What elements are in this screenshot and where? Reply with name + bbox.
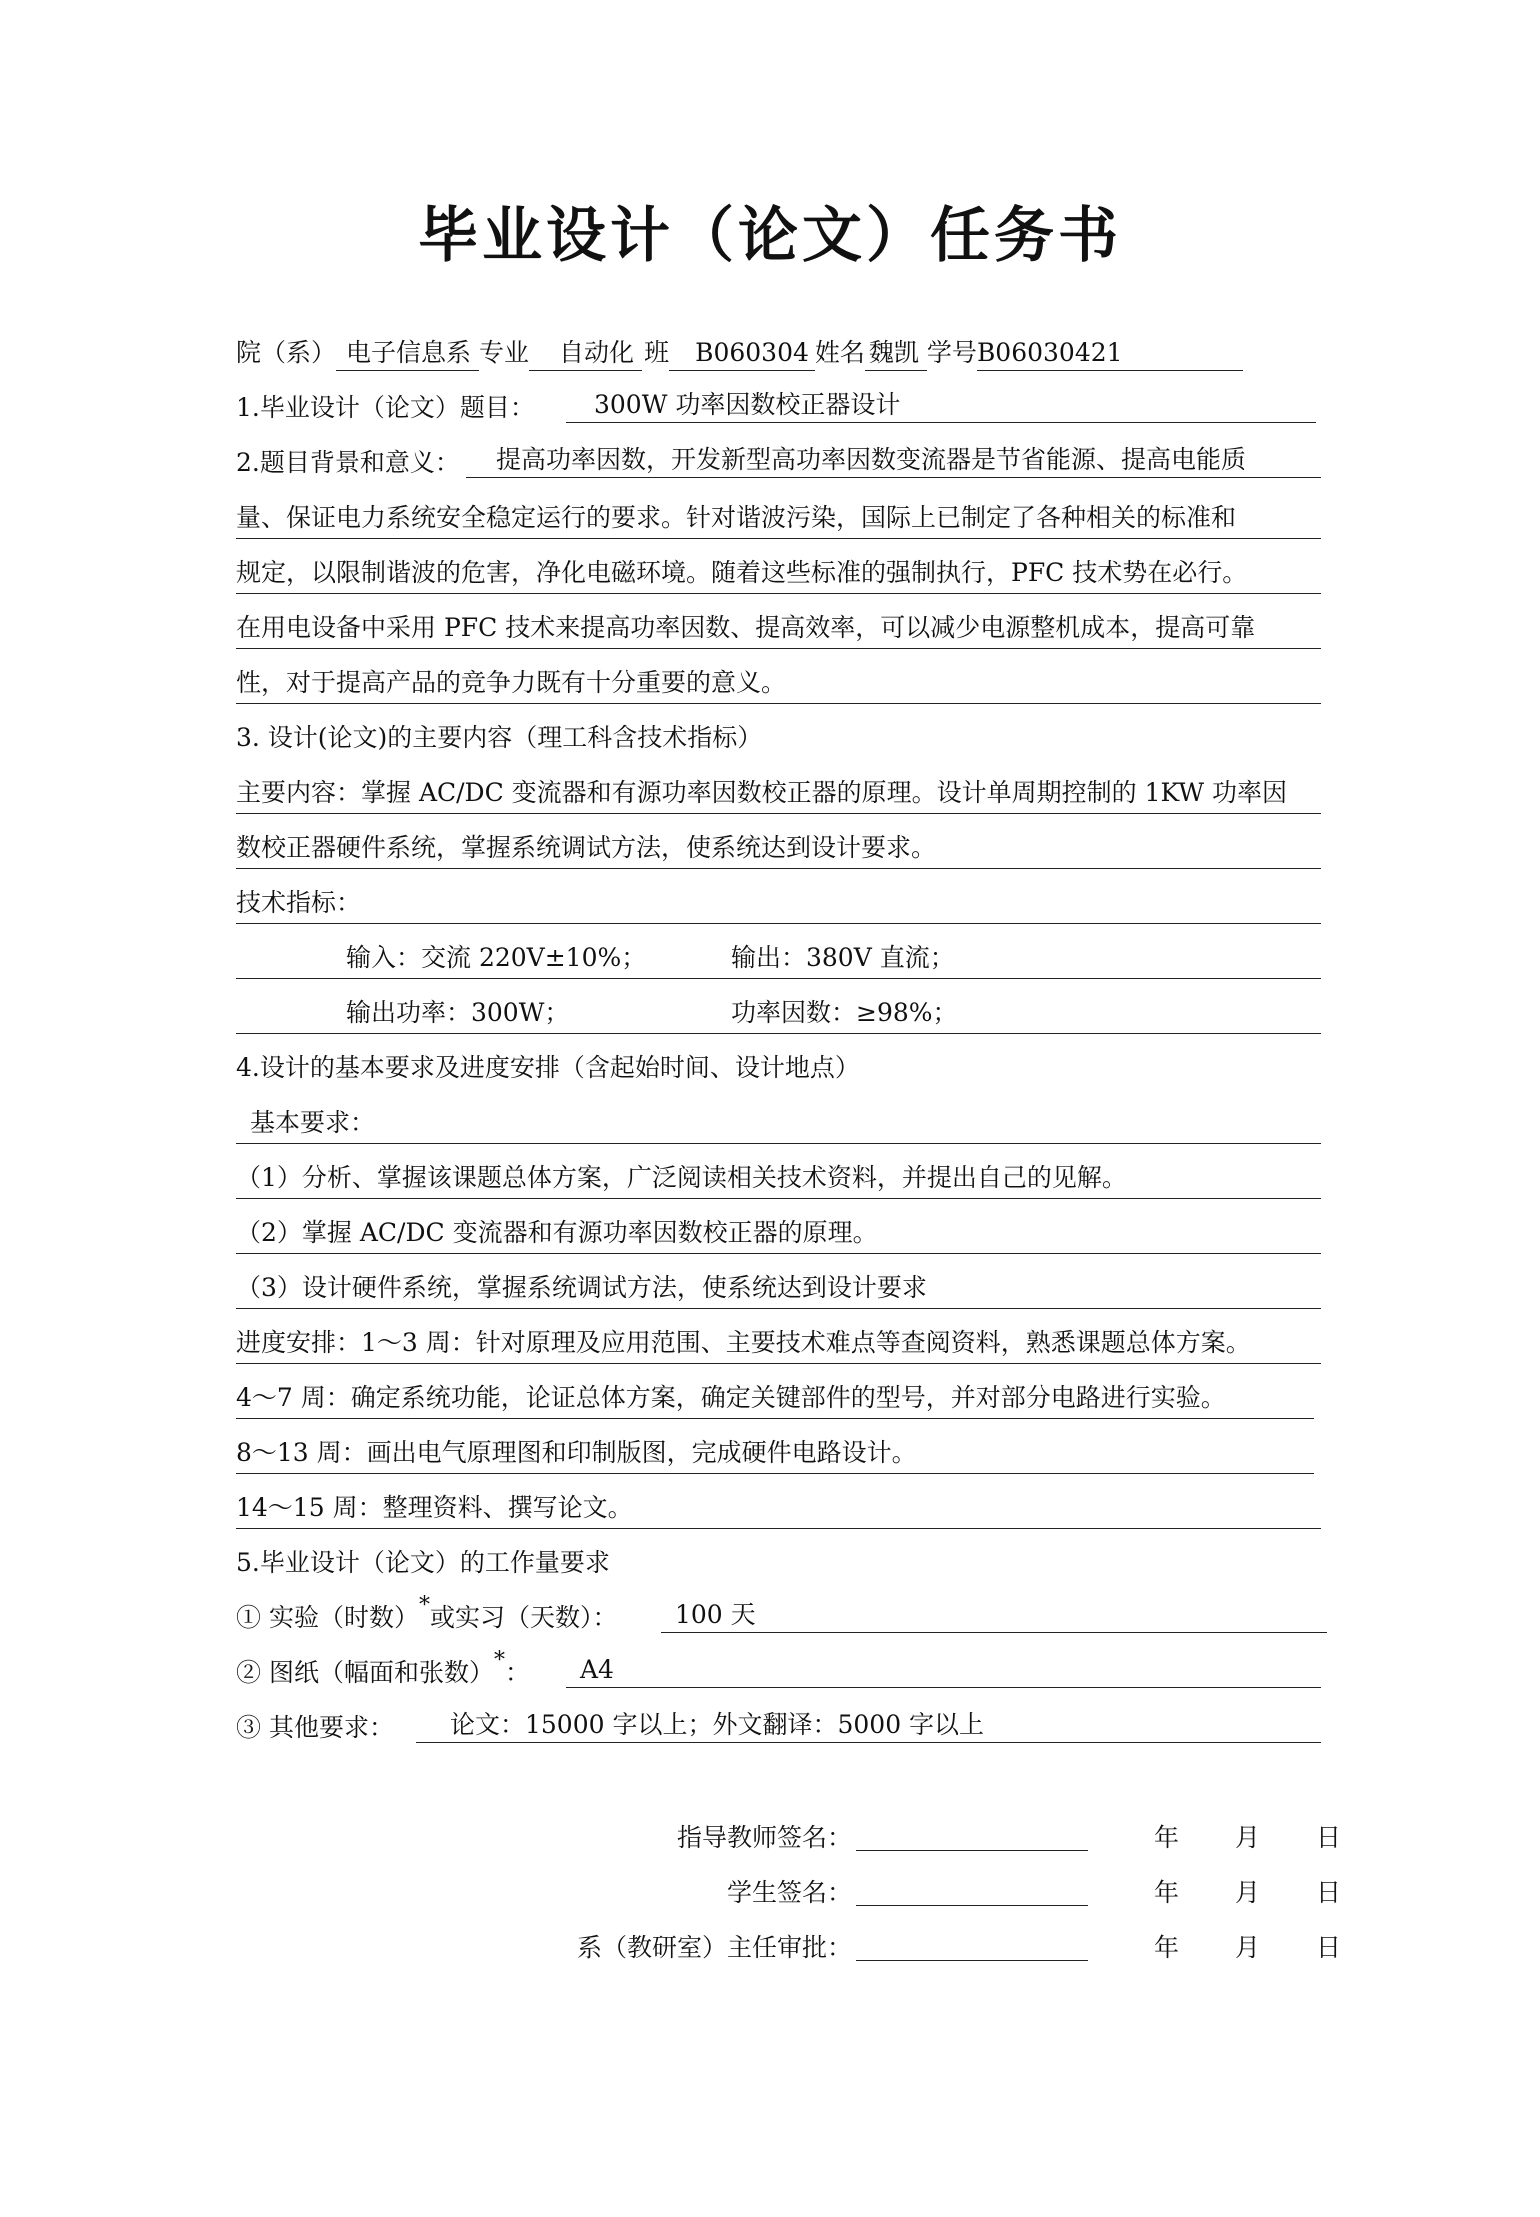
schedule-3: 8～13 周：画出电气原理图和印制版图，完成硬件电路设计。 <box>236 1433 1314 1474</box>
basic-req-label: 基本要求： <box>236 1103 1321 1144</box>
schedule-1: 进度安排：1～3 周：针对原理及应用范围、主要技术难点等查阅资料，熟悉课题总体方案。 <box>236 1323 1321 1364</box>
dept-field[interactable]: 电子信息系 <box>336 336 479 371</box>
section5-label: 5.毕业设计（论文）的工作量要求 <box>236 1548 610 1577</box>
major-label: 专业 <box>479 338 530 367</box>
advisor-signature-row <box>392 1818 1365 1858</box>
student-date: 年 月 日 <box>1154 1878 1365 1907</box>
days-field[interactable]: 100 天 <box>661 1598 1327 1633</box>
requirement-3: （3）设计硬件系统，掌握系统调试方法，使系统达到设计要求 <box>236 1268 1321 1309</box>
student-signature-field[interactable] <box>856 1873 1088 1906</box>
spec-output: 输出：380V 直流； <box>731 943 955 972</box>
director-date: 年 月 日 <box>1154 1933 1365 1962</box>
header-line <box>236 333 1321 373</box>
major-field[interactable]: 自动化 <box>529 336 642 371</box>
advisor-date: 年 月 日 <box>1154 1823 1365 1852</box>
director-signature-row <box>392 1928 1365 1968</box>
section2-line-3: 规定，以限制谐波的危害，净化电磁环境。随着这些标准的强制执行，PFC 技术势在必行。 <box>236 553 1321 594</box>
tech-spec-row-2 <box>236 993 1321 1034</box>
schedule-2: 4～7 周：确定系统功能，论证总体方案，确定关键部件的型号，并对部分电路进行实验。 <box>236 1378 1314 1419</box>
class-field[interactable]: B060304 <box>669 336 815 371</box>
section2-line-1 <box>236 443 1321 483</box>
section3-content-1: 主要内容：掌握 AC/DC 变流器和有源功率因数校正器的原理。设计单周期控制的 1KW 功率因 <box>236 773 1321 814</box>
id-label: 学号 <box>926 338 977 367</box>
section1-line <box>236 388 1321 428</box>
drawing-field[interactable]: A4 <box>566 1653 1321 1688</box>
director-signature-label: 系（教研室）主任审批： <box>576 1933 852 1962</box>
section2-label: 2.题目背景和意义： <box>236 448 460 477</box>
advisor-signature-label: 指导教师签名： <box>676 1823 852 1852</box>
section2-line-2: 量、保证电力系统安全稳定运行的要求。针对谐波污染，国际上已制定了各种相关的标准和 <box>236 498 1321 539</box>
spec-power: 输出功率：300W； <box>346 998 570 1027</box>
tech-spec-row-1 <box>236 938 1321 979</box>
dept-label: 院（系） <box>236 338 337 367</box>
section2-line-5: 性，对于提高产品的竞争力既有十分重要的意义。 <box>236 663 1321 704</box>
schedule-4: 14～15 周：整理资料、撰写论文。 <box>236 1488 1321 1529</box>
background-field[interactable]: 提高功率因数，开发新型高功率因数变流器是节省能源、提高电能质 <box>466 443 1321 478</box>
name-field[interactable]: 魏凯 <box>865 336 927 371</box>
workload-item-2: ② 图纸（幅面和张数）*： A4 <box>236 1653 1321 1693</box>
workload-item-3: ③ 其他要求： 论文：15000 字以上；外文翻译：5000 字以上 <box>236 1708 1321 1748</box>
student-signature-row <box>392 1873 1365 1913</box>
section3-label: 3. 设计(论文)的主要内容（理工科含技术指标） <box>236 723 763 752</box>
workload-item-1: ① 实验（时数）*或实习（天数）： 100 天 <box>236 1598 1321 1638</box>
document-title: 毕业设计（论文）任务书 <box>418 201 1122 271</box>
name-label: 姓名 <box>814 338 865 367</box>
student-signature-label: 学生签名： <box>726 1878 852 1907</box>
director-signature-field[interactable] <box>856 1928 1088 1961</box>
section1-label: 1.毕业设计（论文）题目： <box>236 393 535 422</box>
class-label: 班 <box>644 338 670 367</box>
topic-field[interactable]: 300W 功率因数校正器设计 <box>566 388 1316 423</box>
spec-power-factor: 功率因数：≥98%； <box>731 998 958 1027</box>
tech-spec-label: 技术指标： <box>236 883 1321 924</box>
section3-content-2: 数校正器硬件系统，掌握系统调试方法，使系统达到设计要求。 <box>236 828 1321 869</box>
requirement-1: （1）分析、掌握该课题总体方案，广泛阅读相关技术资料，并提出自己的见解。 <box>236 1158 1321 1199</box>
other-req-field[interactable]: 论文：15000 字以上；外文翻译：5000 字以上 <box>416 1708 1321 1743</box>
section2-line-4: 在用电设备中采用 PFC 技术来提高功率因数、提高效率，可以减少电源整机成本，提高可靠 <box>236 608 1321 649</box>
spec-input: 输入：交流 220V±10%； <box>346 943 647 972</box>
requirement-2: （2）掌握 AC/DC 变流器和有源功率因数校正器的原理。 <box>236 1213 1321 1254</box>
section4-label: 4.设计的基本要求及进度安排（含起始时间、设计地点） <box>236 1053 860 1082</box>
advisor-signature-field[interactable] <box>856 1818 1088 1851</box>
id-field[interactable]: B06030421 <box>977 336 1243 371</box>
